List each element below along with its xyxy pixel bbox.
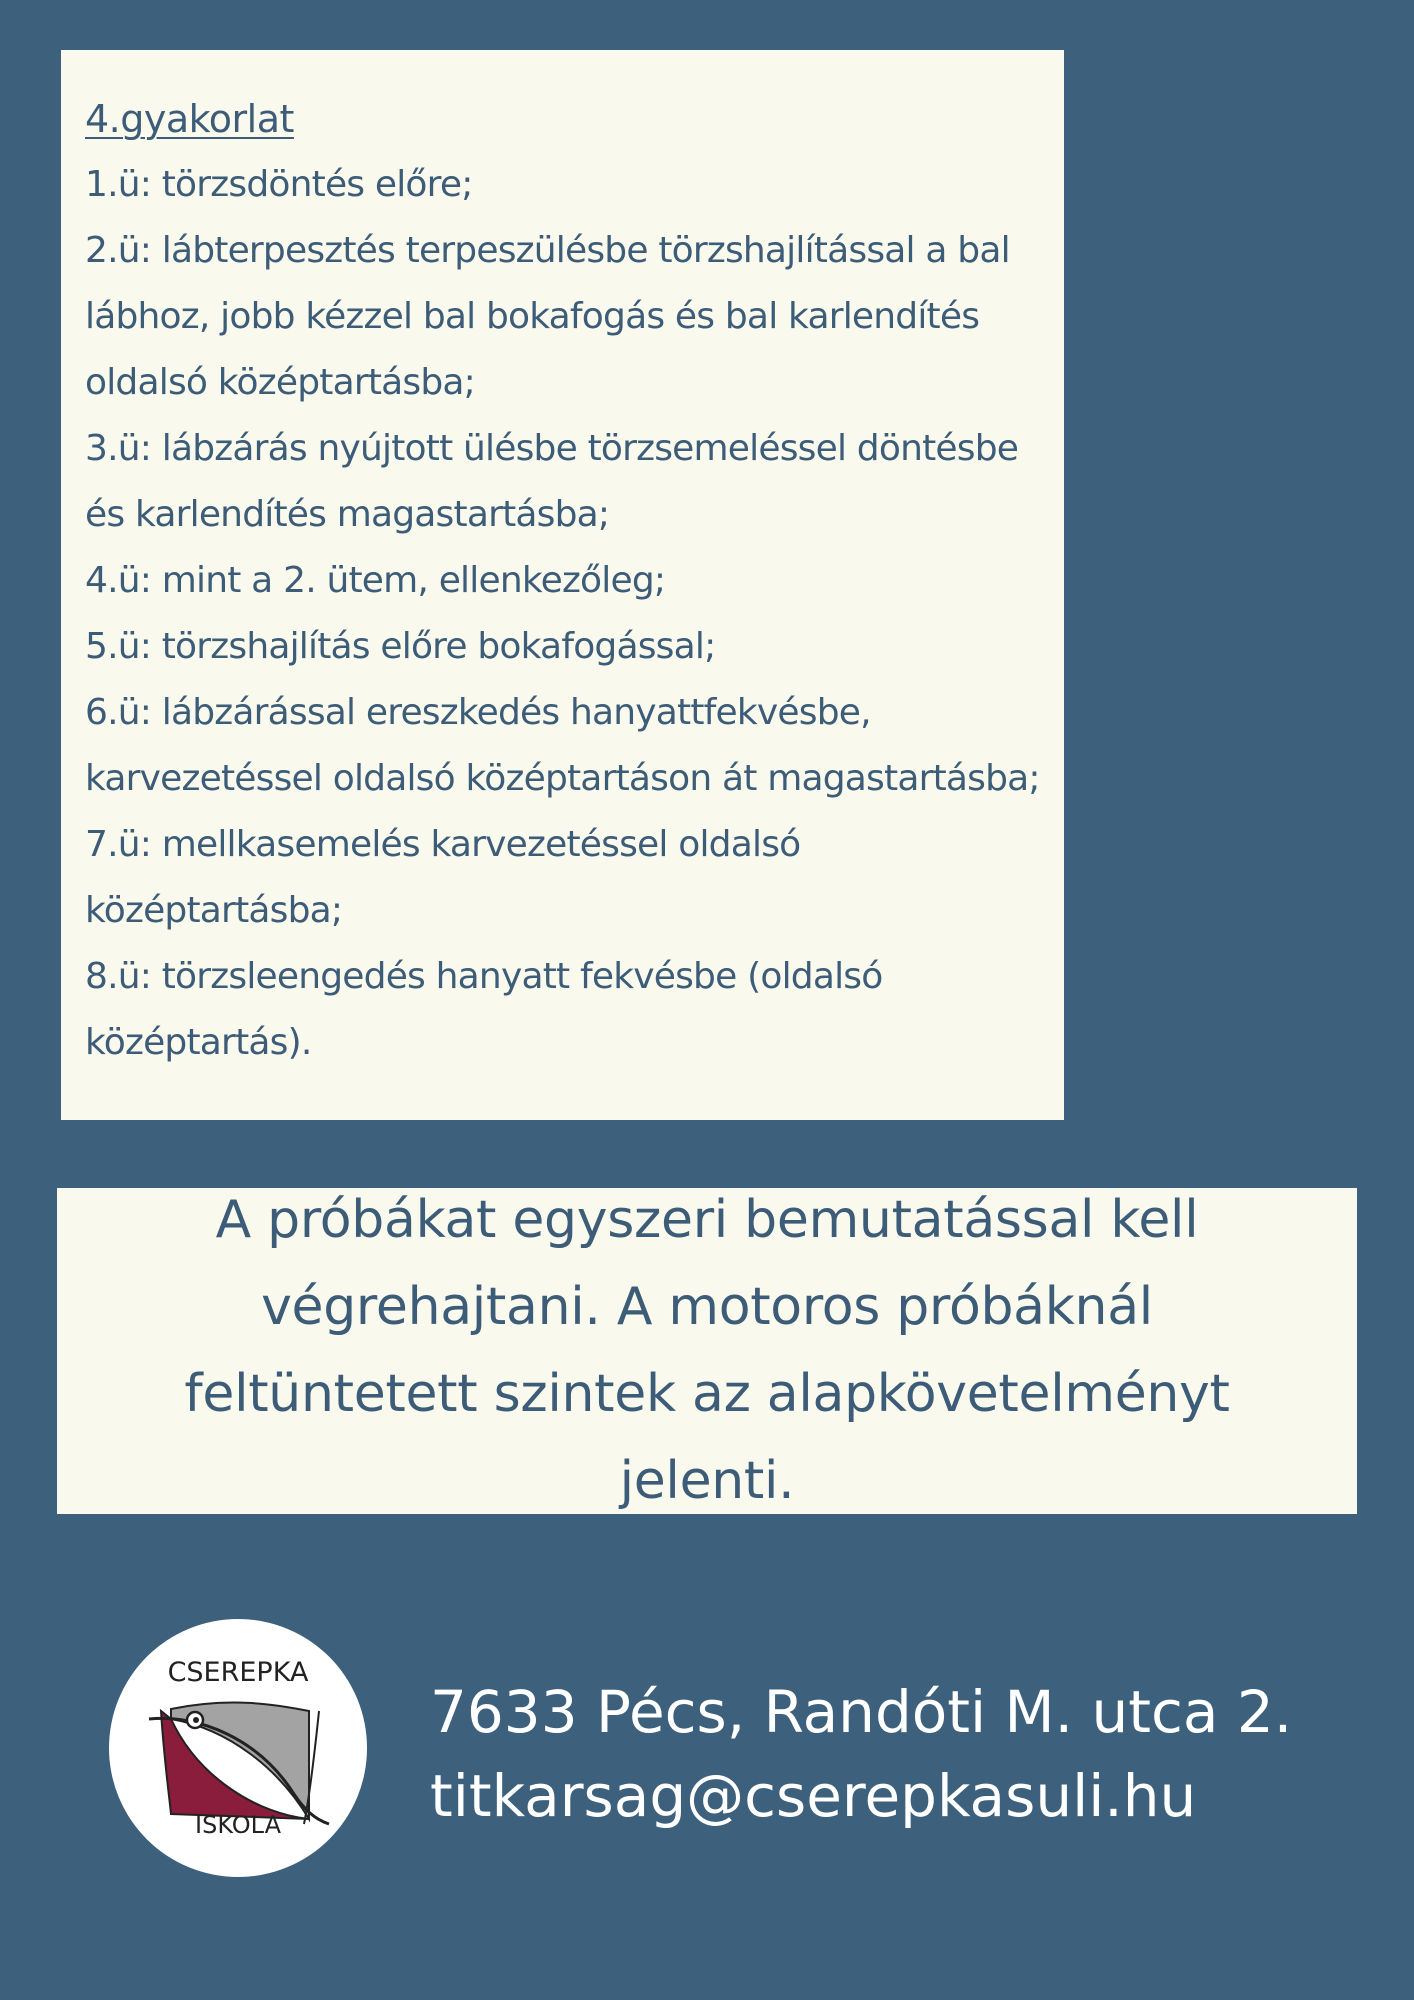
- step-2: 2.ü: lábterpesztés terpeszülésbe törzshajlítással a bal lábhoz, jobb kézzel bal bokafogás és bal karlendítés oldalsó középtartásba;: [85, 230, 1010, 403]
- step-7: 7.ü: mellkasemelés karvezetéssel oldalsó középtartásba;: [85, 824, 801, 931]
- logo-top-text: CSEREPKA: [167, 1657, 309, 1688]
- exercise-card: [61, 50, 1064, 1120]
- school-logo: [109, 1619, 367, 1877]
- step-4: 4.ü: mint a 2. ütem, ellenkezőleg;: [85, 560, 666, 601]
- step-6: 6.ü: lábzárással ereszkedés hanyattfekvésbe, karvezetéssel oldalsó középtartáson át magastartásba;: [85, 692, 1040, 799]
- step-list: [85, 152, 1064, 1076]
- step-3: 3.ü: lábzárás nyújtott ülésbe törzsemeléssel döntésbe és karlendítés magastartásba;: [85, 428, 1019, 535]
- email: titkarsag@cserepkasuli.hu: [430, 1762, 1197, 1830]
- notice-card: [57, 1188, 1357, 1514]
- step-5: 5.ü: törzshajlítás előre bokafogással;: [85, 626, 716, 667]
- exercise-title: 4.gyakorlat: [85, 97, 294, 141]
- step-1: 1.ü: törzsdöntés előre;: [85, 164, 473, 205]
- address: 7633 Pécs, Randóti M. utca 2.: [430, 1678, 1293, 1746]
- contact-info: [430, 1670, 1292, 1838]
- notice-text: A próbákat egyszeri bemutatással kell végrehajtani. A motoros próbáknál feltüntetett szintek az alapkövetelményt jelenti.: [184, 1190, 1230, 1511]
- step-8: 8.ü: törzsleengedés hanyatt fekvésbe (oldalsó középtartás).: [85, 956, 883, 1063]
- logo-bottom-text: ISKOLA: [195, 1811, 281, 1839]
